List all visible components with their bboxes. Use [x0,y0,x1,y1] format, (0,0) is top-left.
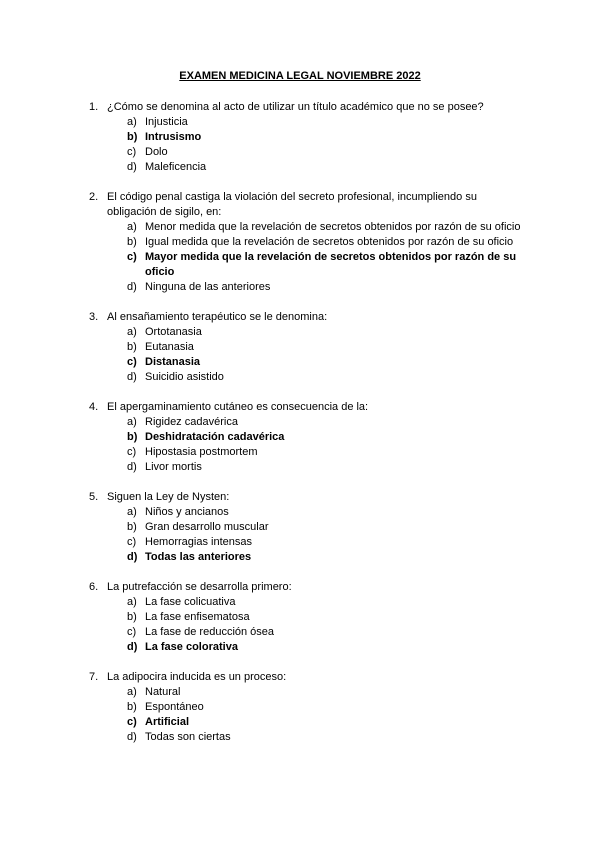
option-text: Ortotanasia [145,326,202,338]
option-letter: b) [127,131,138,143]
answer-option [127,340,529,355]
answer-option [127,730,529,745]
option-letter: d) [127,161,137,173]
question-text: La adipocira inducida es un proceso: [107,671,287,683]
option-list [107,685,529,745]
option-letter: a) [127,686,137,698]
question-item [89,310,529,385]
correct-answer-option [127,640,529,655]
option-text: Rigidez cadavérica [145,416,238,428]
option-letter: a) [127,326,137,338]
option-letter: c) [127,146,137,158]
option-text: Maleficencia [145,161,207,173]
option-letter: b) [127,236,137,248]
option-text: La fase colorativa [145,641,238,653]
answer-option [127,160,529,175]
answer-option [127,445,529,460]
option-text: Hipostasia postmortem [145,446,258,458]
page-title: EXAMEN MEDICINA LEGAL NOVIEMBRE 2022 [179,70,421,82]
option-text: Deshidratación cadavérica [145,431,285,443]
question-number: 6. [89,581,99,593]
answer-option [127,610,529,625]
option-list [107,595,529,655]
answer-option [127,685,529,700]
answer-option [127,520,529,535]
option-text: Suicidio asistido [145,371,224,383]
option-text: Niños y ancianos [145,506,229,518]
answer-option [127,415,529,430]
option-list [107,115,529,175]
option-list [107,415,529,475]
answer-option [127,220,529,235]
option-text: Todas las anteriores [145,551,252,563]
answer-option [127,700,529,715]
option-text: Eutanasia [145,341,194,353]
option-letter: a) [127,506,137,518]
option-letter: b) [127,701,137,713]
question-item [89,670,529,745]
option-text: Todas son ciertas [145,731,231,743]
answer-option [127,625,529,640]
question-text: El código penal castiga la violación del secreto profesional, incumpliendo su obligación de sigilo, en: [107,191,477,218]
option-list [107,325,529,385]
option-letter: d) [127,281,137,293]
answer-option [127,505,529,520]
option-letter: a) [127,416,137,428]
option-text: Espontáneo [145,701,204,713]
correct-answer-option [127,130,529,145]
answer-option [127,460,529,475]
question-item [89,490,529,565]
option-letter: d) [127,731,137,743]
option-letter: b) [127,521,137,533]
correct-answer-option [127,550,529,565]
option-text: Mayor medida que la revelación de secretos obtenidos por razón de su oficio [145,251,517,278]
option-text: La fase colicuativa [145,596,236,608]
option-text: Igual medida que la revelación de secretos obtenidos por razón de su oficio [145,236,514,248]
option-text: Distanasia [145,356,201,368]
correct-answer-option [127,715,529,730]
option-text: Livor mortis [145,461,202,473]
option-letter: d) [127,551,138,563]
option-list [107,505,529,565]
question-text: Al ensañamiento terapéutico se le denomina: [107,311,328,323]
option-text: La fase enfisematosa [145,611,250,623]
answer-option [127,235,529,250]
question-text: El apergaminamiento cutáneo es consecuencia de la: [107,401,369,413]
answer-option [127,115,529,130]
option-text: Intrusismo [145,131,202,143]
option-letter: c) [127,251,137,263]
option-text: Hemorragias intensas [145,536,252,548]
question-text: La putrefacción se desarrolla primero: [107,581,292,593]
question-number: 5. [89,491,99,503]
question-number: 3. [89,311,99,323]
answer-option [127,325,529,340]
correct-answer-option [127,355,529,370]
option-text: Artificial [145,716,190,728]
answer-option [127,370,529,385]
option-text: Menor medida que la revelación de secretos obtenidos por razón de su oficio [145,221,521,233]
option-letter: c) [127,356,137,368]
question-text: Siguen la Ley de Nysten: [107,491,230,503]
answer-option [127,145,529,160]
question-number: 4. [89,401,99,413]
correct-answer-option [127,250,529,280]
option-text: Ninguna de las anteriores [145,281,271,293]
question-item [89,580,529,655]
option-letter: a) [127,221,137,233]
option-letter: c) [127,626,137,638]
option-text: Dolo [145,146,168,158]
question-list [89,100,529,760]
question-item [89,190,529,295]
option-list [107,220,529,295]
answer-option [127,535,529,550]
option-text: La fase de reducción ósea [145,626,275,638]
option-letter: c) [127,536,137,548]
question-item [89,100,529,175]
option-letter: d) [127,371,137,383]
correct-answer-option [127,430,529,445]
option-letter: a) [127,116,137,128]
option-letter: b) [127,341,137,353]
option-letter: a) [127,596,137,608]
question-number: 7. [89,671,99,683]
question-number: 2. [89,191,99,203]
option-letter: c) [127,716,137,728]
option-letter: c) [127,446,137,458]
option-text: Natural [145,686,181,698]
option-letter: d) [127,461,137,473]
question-text: ¿Cómo se denomina al acto de utilizar un título académico que no se posee? [107,101,484,113]
question-number: 1. [89,101,99,113]
option-text: Injusticia [145,116,188,128]
option-letter: b) [127,431,138,443]
option-text: Gran desarrollo muscular [145,521,269,533]
answer-option [127,595,529,610]
question-item [89,400,529,475]
answer-option [127,280,529,295]
option-letter: b) [127,611,137,623]
option-letter: d) [127,641,138,653]
